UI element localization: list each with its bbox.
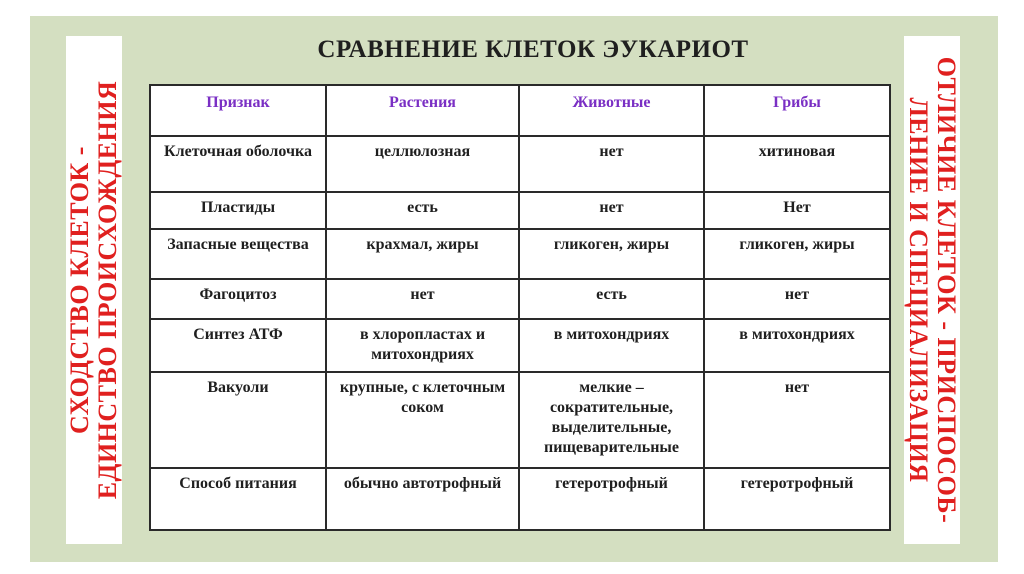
cell-animals: гликоген, жиры bbox=[519, 229, 704, 279]
cell-plants: обычно автотрофный bbox=[326, 468, 519, 530]
cell-fungi: нет bbox=[704, 372, 890, 468]
left-banner-line1: СХОДСТВО КЛЕТОК - bbox=[65, 146, 94, 434]
left-banner-line2: ЕДИНСТВО ПРОИСХОЖДЕНИЯ bbox=[93, 80, 122, 500]
cell-fungi: Нет bbox=[704, 192, 890, 229]
row-feature: Фагоцитоз bbox=[150, 279, 326, 319]
cell-animals: есть bbox=[519, 279, 704, 319]
table-row bbox=[150, 136, 890, 192]
cell-animals: нет bbox=[519, 136, 704, 192]
comparison-table bbox=[149, 84, 891, 531]
cell-plants: есть bbox=[326, 192, 519, 229]
cell-plants: целлюлозная bbox=[326, 136, 519, 192]
right-banner-line2: ЛЕНИЕ И СПЕЦИАЛИЗАЦИЯ bbox=[904, 97, 933, 483]
cell-animals: нет bbox=[519, 192, 704, 229]
header-animals: Животные bbox=[519, 85, 704, 136]
row-feature: Синтез АТФ bbox=[150, 319, 326, 372]
left-banner bbox=[66, 36, 122, 544]
cell-fungi: хитиновая bbox=[704, 136, 890, 192]
right-banner-line1: ОТЛИЧИЕ КЛЕТОК - ПРИСПОСОБ- bbox=[932, 56, 961, 524]
cell-animals: в митохондриях bbox=[519, 319, 704, 372]
header-feature: Признак bbox=[150, 85, 326, 136]
table-row bbox=[150, 319, 890, 372]
table-row bbox=[150, 229, 890, 279]
right-banner bbox=[904, 36, 960, 544]
cell-plants: в хлоропластах и митохондриях bbox=[326, 319, 519, 372]
row-feature: Вакуоли bbox=[150, 372, 326, 468]
table-header-row bbox=[150, 85, 890, 136]
slide-background bbox=[30, 16, 998, 562]
row-feature: Клеточная оболочка bbox=[150, 136, 326, 192]
right-banner-text bbox=[904, 36, 960, 544]
cell-fungi: нет bbox=[704, 279, 890, 319]
row-feature: Запасные вещества bbox=[150, 229, 326, 279]
cell-plants: нет bbox=[326, 279, 519, 319]
header-plants: Растения bbox=[326, 85, 519, 136]
table-row bbox=[150, 192, 890, 229]
cell-fungi: гетеротрофный bbox=[704, 468, 890, 530]
cell-fungi: гликоген, жиры bbox=[704, 229, 890, 279]
cell-animals: мелкие – сократительные, выделительные, пищеварительные bbox=[519, 372, 704, 468]
row-feature: Способ питания bbox=[150, 468, 326, 530]
table-row bbox=[150, 468, 890, 530]
cell-fungi: в митохондриях bbox=[704, 319, 890, 372]
table-row bbox=[150, 372, 890, 468]
cell-plants: крупные, с клеточным соком bbox=[326, 372, 519, 468]
header-fungi: Грибы bbox=[704, 85, 890, 136]
left-banner-text bbox=[66, 36, 122, 544]
slide-title: СРАВНЕНИЕ КЛЕТОК ЭУКАРИОТ bbox=[317, 36, 749, 63]
cell-animals: гетеротрофный bbox=[519, 468, 704, 530]
cell-plants: крахмал, жиры bbox=[326, 229, 519, 279]
table-row bbox=[150, 279, 890, 319]
row-feature: Пластиды bbox=[150, 192, 326, 229]
